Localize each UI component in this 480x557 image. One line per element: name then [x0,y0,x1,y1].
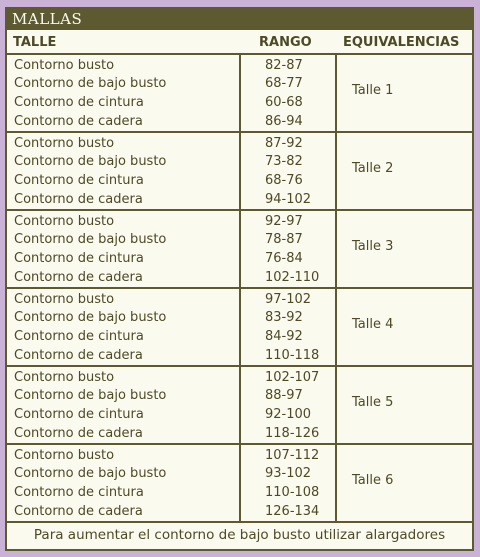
table-title: MALLAS [7,9,472,30]
measure-label: Contorno busto [14,370,115,385]
measure-range: 88-97 [265,388,303,403]
header-equivalencias: EQUIVALENCIAS [343,35,460,50]
column-divider [239,211,241,287]
column-divider [335,133,337,209]
measure-range: 68-77 [265,76,303,91]
measure-label: Contorno de cadera [14,504,143,519]
column-divider [335,367,337,443]
size-equivalence: Talle 2 [352,161,394,176]
column-divider [335,445,337,521]
measure-label: Contorno de cadera [14,192,143,207]
measure-range: 87-92 [265,136,303,151]
size-group [7,211,472,289]
column-divider [239,133,241,209]
size-equivalence: Talle 3 [352,239,394,254]
measure-range: 86-94 [265,114,303,129]
size-group [7,367,472,445]
column-divider [239,289,241,365]
measure-label: Contorno de cadera [14,270,143,285]
measure-label: Contorno de cadera [14,426,143,441]
measure-label: Contorno de cintura [14,485,144,500]
measure-label: Contorno de cintura [14,173,144,188]
measure-range: 97-102 [265,292,312,307]
measure-label: Contorno de cintura [14,329,144,344]
measure-label: Contorno de bajo busto [14,466,167,481]
column-divider [239,367,241,443]
measure-label: Contorno de bajo busto [14,388,167,403]
measure-label: Contorno de bajo busto [14,76,167,91]
measure-range: 102-107 [265,370,320,385]
measure-label: Contorno de bajo busto [14,232,167,247]
measure-range: 60-68 [265,95,303,110]
header-talle: TALLE [13,35,57,50]
measure-range: 102-110 [265,270,320,285]
column-divider [335,211,337,287]
measure-label: Contorno de cintura [14,251,144,266]
measure-label: Contorno de bajo busto [14,154,167,169]
column-divider [335,289,337,365]
measure-label: Contorno busto [14,448,115,463]
measure-label: Contorno de cadera [14,348,143,363]
measure-label: Contorno busto [14,58,115,73]
column-divider [239,55,241,131]
measure-range: 118-126 [265,426,320,441]
measure-range: 92-100 [265,407,312,422]
footer-note: Para aumentar el contorno de bajo busto utilizar alargadores [33,527,446,543]
measure-range: 126-134 [265,504,320,519]
size-equivalence: Talle 6 [352,473,394,488]
size-group [7,289,472,367]
measure-range: 110-118 [265,348,320,363]
measure-label: Contorno de cintura [14,407,144,422]
measure-range: 93-102 [265,466,312,481]
column-divider [335,55,337,131]
table-header [7,30,472,55]
measure-label: Contorno de cadera [14,114,143,129]
size-equivalence: Talle 4 [352,317,394,332]
measure-range: 82-87 [265,58,303,73]
measure-label: Contorno de bajo busto [14,310,167,325]
measure-range: 110-108 [265,485,320,500]
measure-range: 78-87 [265,232,303,247]
measure-range: 76-84 [265,251,303,266]
measure-label: Contorno busto [14,136,115,151]
measure-range: 84-92 [265,329,303,344]
measure-label: Contorno de cintura [14,95,144,110]
size-group [7,55,472,133]
size-table-card [5,7,474,551]
measure-range: 68-76 [265,173,303,188]
size-equivalence: Talle 1 [352,83,394,98]
size-group [7,445,472,523]
measure-label: Contorno busto [14,292,115,307]
measure-label: Contorno busto [14,214,115,229]
measure-range: 73-82 [265,154,303,169]
size-group [7,133,472,211]
measure-range: 83-92 [265,310,303,325]
measure-range: 107-112 [265,448,320,463]
size-equivalence: Talle 5 [352,395,394,410]
measure-range: 94-102 [265,192,312,207]
column-divider [239,445,241,521]
header-rango: RANGO [259,35,312,50]
measure-range: 92-97 [265,214,303,229]
